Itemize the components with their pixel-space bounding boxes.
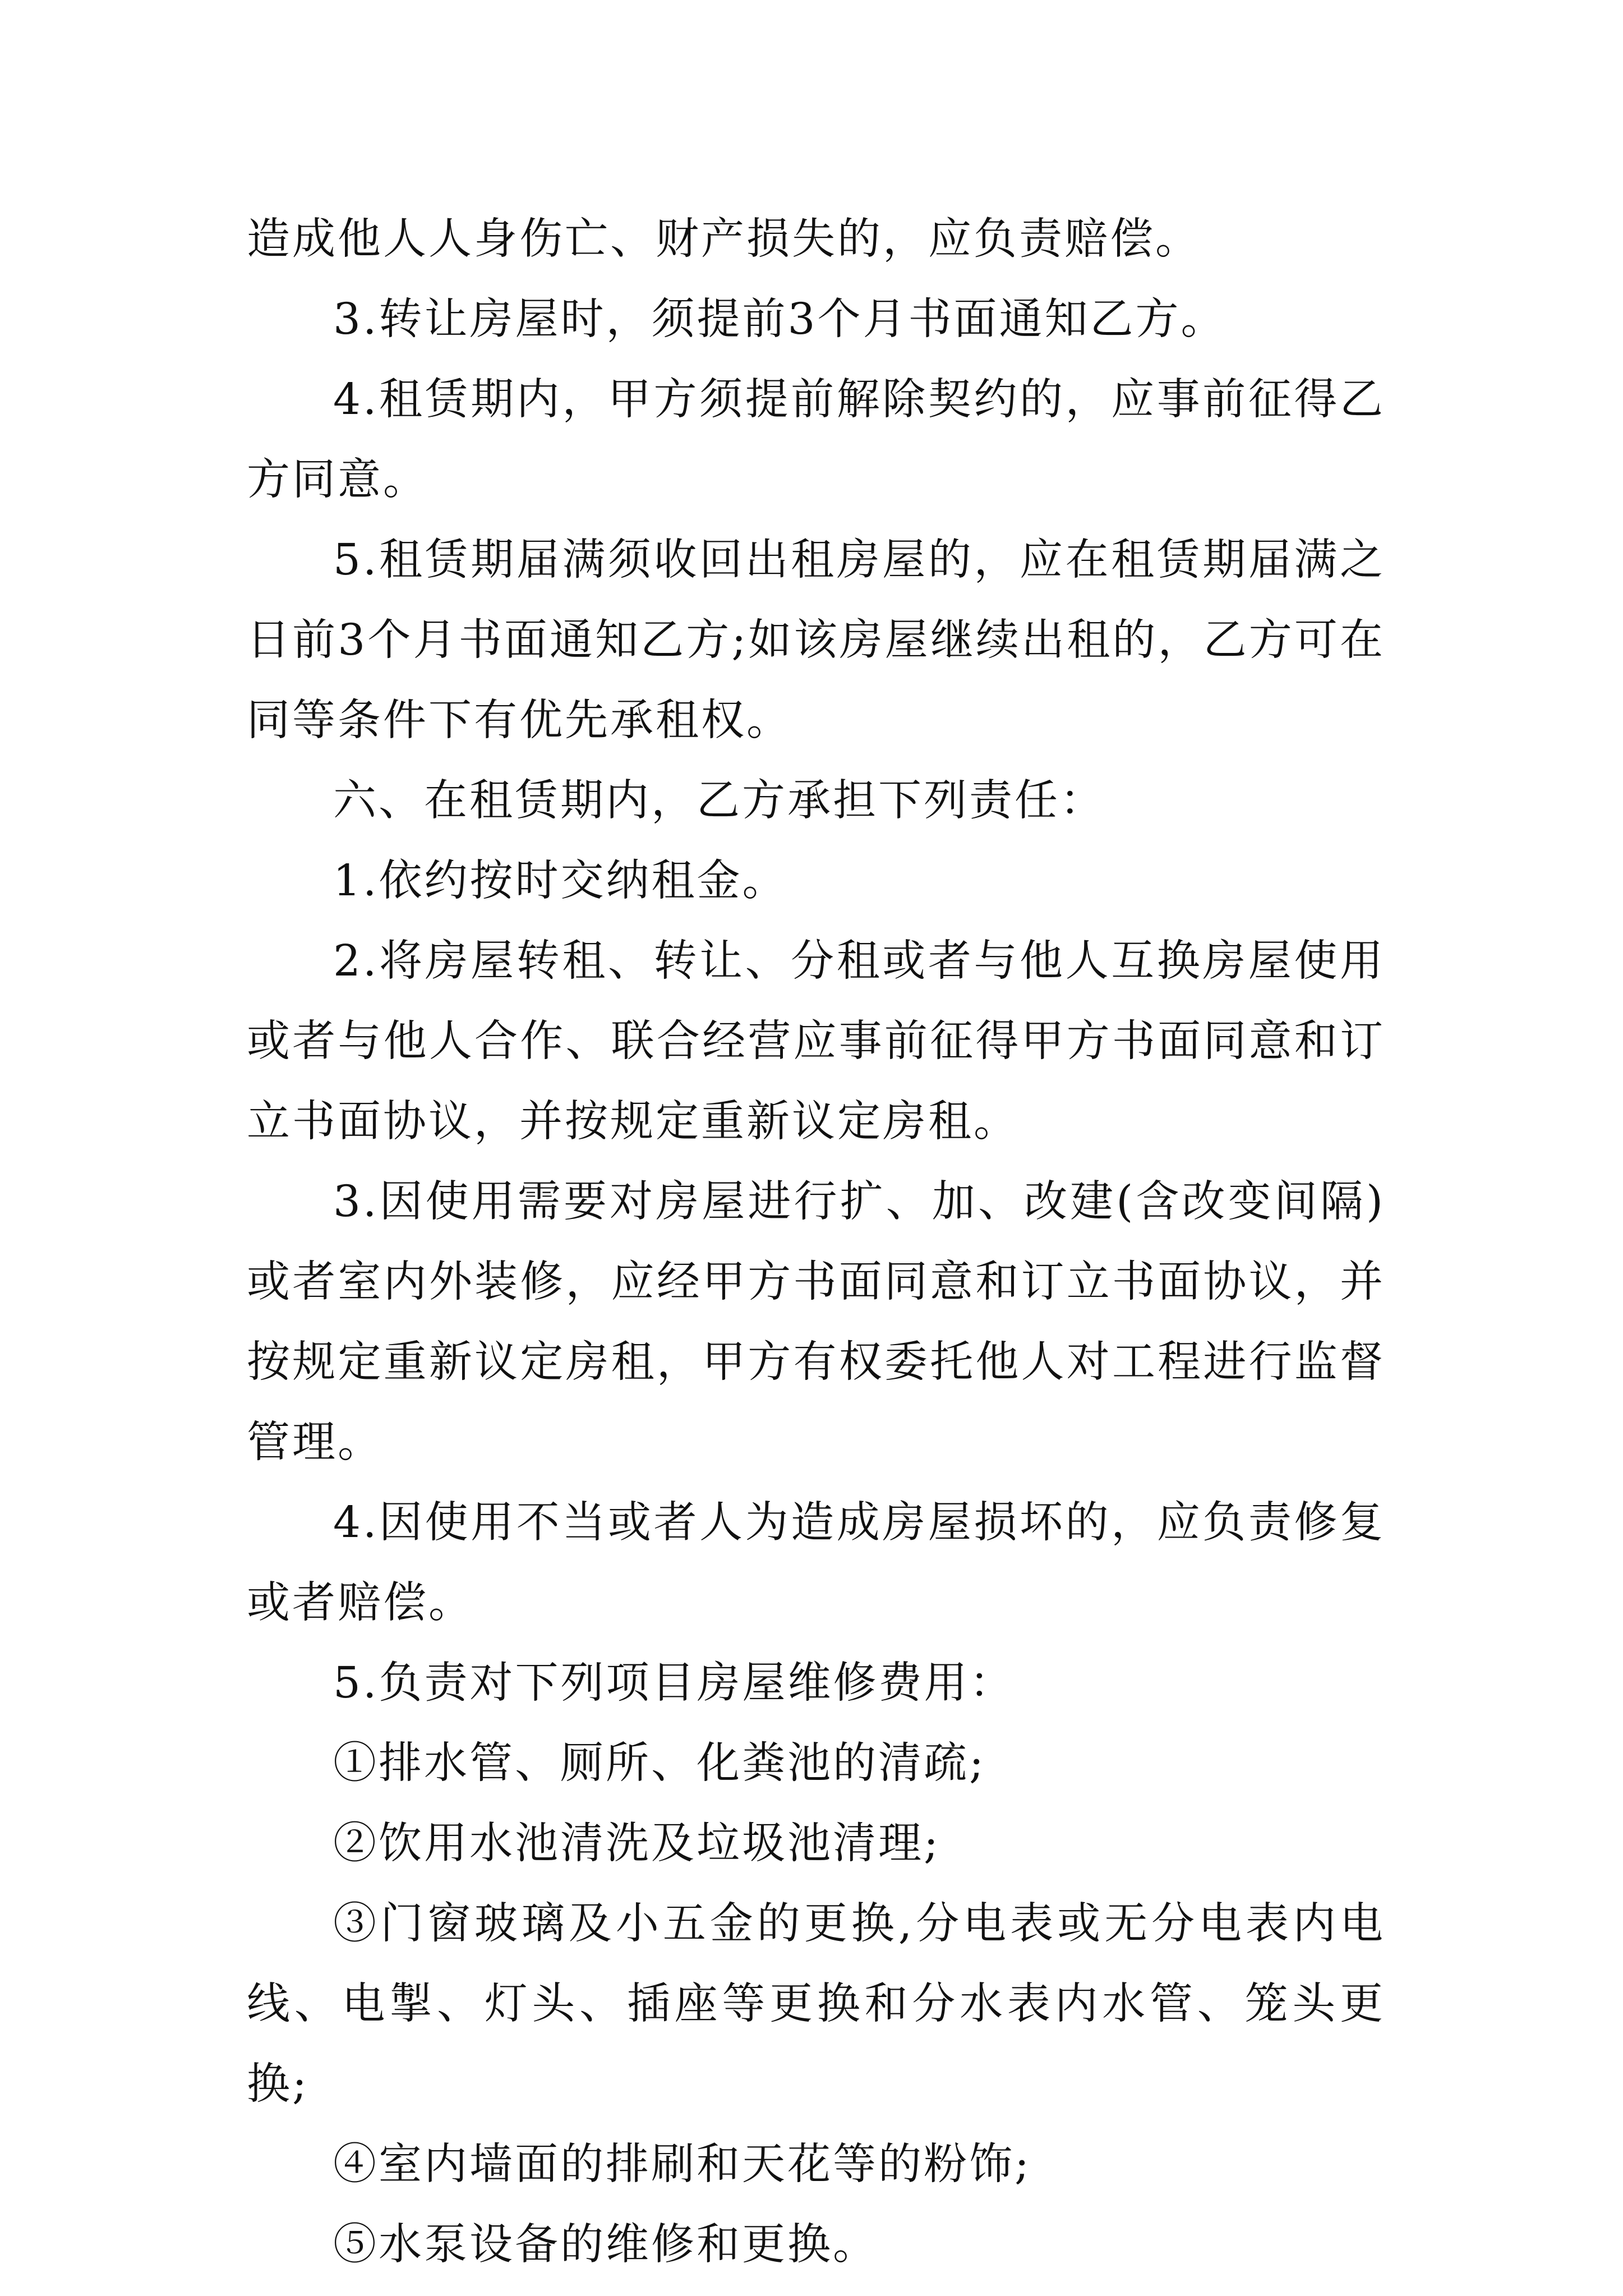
paragraph-clause-5-4: 4.租赁期内，甲方须提前解除契约的，应事前征得乙方同意。 [247,375,1385,505]
section-heading-6: 六、在租赁期内，乙方承担下列责任： [333,776,1105,826]
paragraph-clause-6-1: 1.依约按时交纳租金。 [333,856,788,906]
list-item-3: ③门窗玻璃及小五金的更换,分电表或无分电表内电线、电掣、灯头、插座等更换和分水表内水管、笼头更换; [247,1899,1385,2109]
paragraph-clause-5-5: 5.租赁期届满须收回出租房屋的，应在租赁期届满之日前3个月书面通知乙方;如该房屋继续出租的，乙方可在同等条件下有优先承租权。 [247,535,1385,746]
paragraph-continuation: 造成他人人身伤亡、财产损失的，应负责赔偿。 [247,214,1201,264]
list-item-2: ②饮用水池清洗及垃圾池清理; [333,1819,940,1869]
paragraph-clause-5-3: 3.转让房屋时，须提前3个月书面通知乙方。 [333,295,1227,344]
list-item-5: ⑤水泵设备的维修和更换。 [333,2220,878,2270]
paragraph-clause-6-5: 5.负责对下列项目房屋维修费用： [333,1658,1015,1708]
paragraph-clause-6-4: 4.因使用不当或者人为造成房屋损坏的，应负责修复或者赔偿。 [247,1498,1385,1628]
paragraph-clause-6-2: 2.将房屋转租、转让、分租或者与他人互换房屋使用或者与他人合作、联合经营应事前征得甲方书面同意和订立书面协议，并按规定重新议定房租。 [247,936,1385,1147]
list-item-1: ①排水管、厕所、化粪池的清疏; [333,1738,986,1788]
paragraph-clause-6-3: 3.因使用需要对房屋进行扩、加、改建(含改变间隔)或者室内外装修，应经甲方书面同意和订立书面协议，并按规定重新议定房租，甲方有权委托他人对工程进行监督管理。 [247,1177,1385,1467]
list-item-4: ④室内墙面的排刷和天花等的粉饰; [333,2139,1031,2189]
document-body [247,199,1385,2285]
